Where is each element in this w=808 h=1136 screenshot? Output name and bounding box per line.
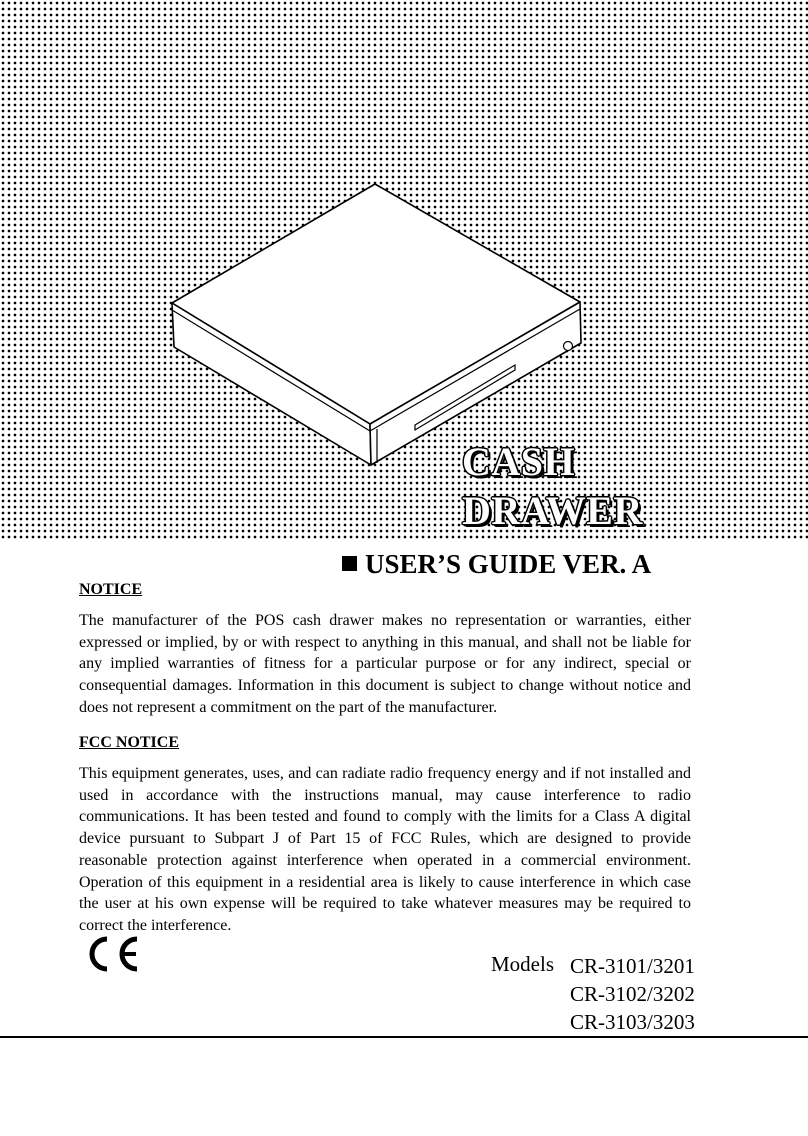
title-line-1: CASH xyxy=(462,439,576,484)
models-list xyxy=(570,952,695,1036)
model-item: CR-3103/3203 xyxy=(570,1010,695,1034)
guide-heading-text: USER’S GUIDE VER. A xyxy=(365,549,652,579)
fcc-notice-heading: FCC NOTICE xyxy=(79,734,180,751)
cash-drawer-illustration xyxy=(160,175,600,475)
bottom-divider xyxy=(0,1036,808,1038)
model-item: CR-3102/3202 xyxy=(570,982,695,1006)
document-title xyxy=(462,437,643,535)
title-line-2: DRAWER xyxy=(462,488,643,533)
square-bullet-icon xyxy=(342,556,357,571)
fcc-notice-body: This equipment generates, uses, and can radiate radio frequency energy and if not installed and used in accordance with the instructions manual, may cause interference to radio communications. It has been tested and found to comply with the limits for a Class A digital device pursuant to Subpart J of Part 15 of FCC Rules, which are designed to provide reasonable protection against interference when operated in a commercial environment. Operation of this equipment in a residential area is likely to cause interference in which case the user at his own expense will be required to take whatever measures may be required to correct the interference. xyxy=(79,765,691,934)
models-label: Models xyxy=(491,952,554,976)
guide-heading xyxy=(342,549,651,580)
notice-heading: NOTICE xyxy=(79,581,143,598)
ce-mark-icon xyxy=(80,933,142,975)
model-item: CR-3101/3201 xyxy=(570,954,695,978)
notice-body: The manufacturer of the POS cash drawer makes no representation or warranties, either expressed or implied, by or with respect to anything in this manual, and shall not be liable for any implied warranties of fitness for a particular purpose or for any indirect, special or consequential damages. Information in this document is subject to change without notice and does not represent a commitment on the part of the manufacturer. xyxy=(79,612,691,716)
